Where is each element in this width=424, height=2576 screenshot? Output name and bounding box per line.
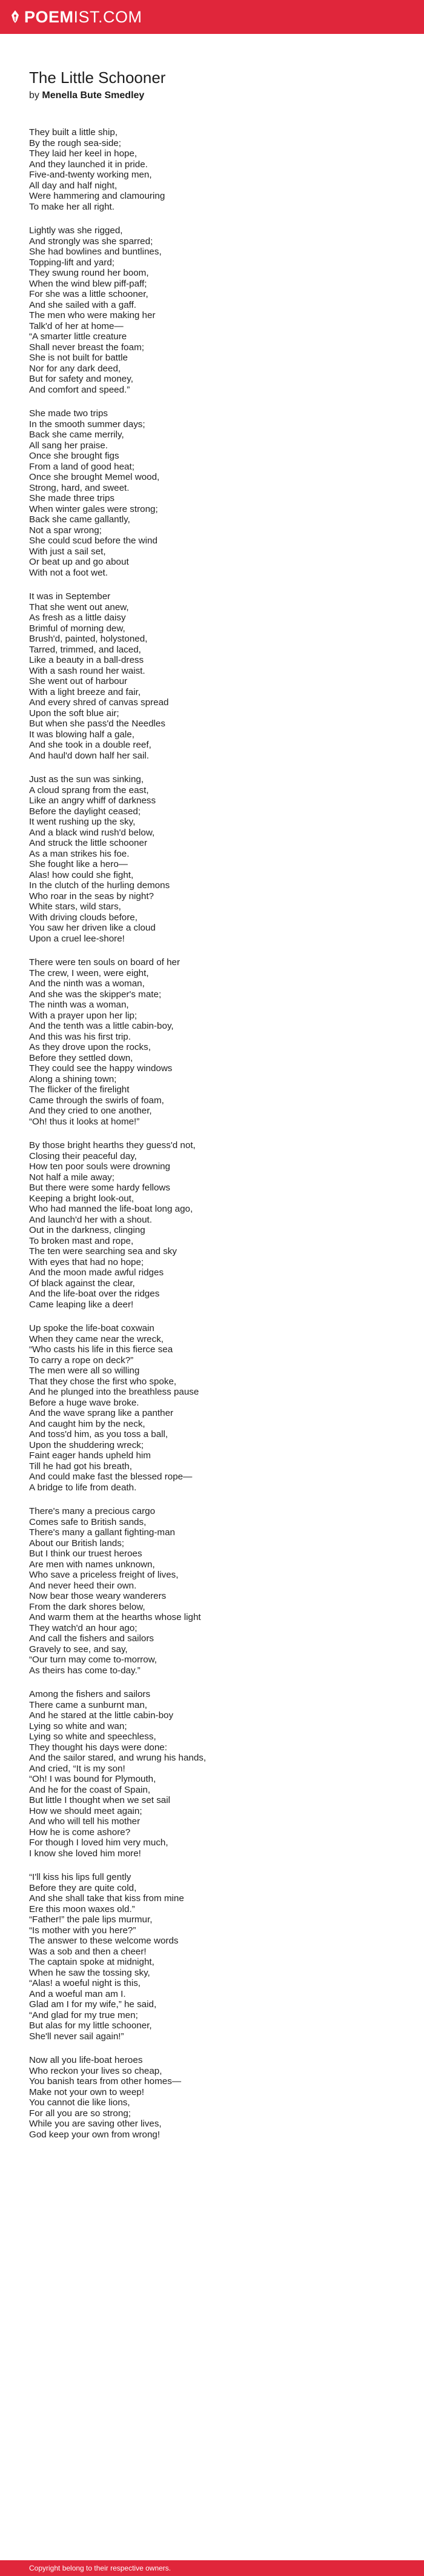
poem-line: And launch'd her with a shout. bbox=[29, 1214, 152, 1225]
poem-line: Talk'd of her at home— bbox=[29, 320, 124, 331]
poem-line: Alas! how could she fight, bbox=[29, 869, 134, 880]
poem-line: But alas for my little schooner, bbox=[29, 2020, 152, 2031]
poem-line: And every shred of canvas spread bbox=[29, 697, 169, 708]
poem-stanza bbox=[29, 774, 393, 944]
poem-line: In the clutch of the hurling demons bbox=[29, 880, 170, 891]
poem-line: And strongly was she sparred; bbox=[29, 236, 153, 247]
poem-line: To broken mast and rope, bbox=[29, 1235, 134, 1246]
poem-line: While you are saving other lives, bbox=[29, 2119, 162, 2129]
poem-line: With eyes that had no hope; bbox=[29, 1256, 144, 1267]
poem-line: The captain spoke at midnight, bbox=[29, 1957, 154, 1967]
poem-line: And toss'd him, as you toss a ball, bbox=[29, 1429, 168, 1439]
poem-line: “And glad for my true men; bbox=[29, 2010, 138, 2020]
poem-line: As they drove upon the rocks, bbox=[29, 1042, 151, 1052]
poem-line: Till he had got his breath, bbox=[29, 1461, 132, 1472]
poem-line: Of black against the clear, bbox=[29, 1278, 135, 1289]
poem-line: Faint eager hands upheld him bbox=[29, 1450, 151, 1461]
poem-line: Along a shining town; bbox=[29, 1074, 117, 1084]
poem-line: Strong, hard, and sweet. bbox=[29, 482, 130, 493]
poem-line: How we should meet again; bbox=[29, 1805, 142, 1816]
pen-nib-icon bbox=[11, 10, 19, 24]
poem-line: Came leaping like a deer! bbox=[29, 1299, 134, 1310]
poem-stanza bbox=[29, 1689, 393, 1859]
poem-line: They thought his days were done: bbox=[29, 1742, 167, 1753]
poem-line: Came through the swirls of foam, bbox=[29, 1095, 164, 1106]
poem-line: When winter gales were strong; bbox=[29, 503, 158, 514]
poem-line: The crew, I ween, were eight, bbox=[29, 968, 149, 978]
poem-line: About our British lands; bbox=[29, 1538, 125, 1549]
poem-line: And comfort and speed.” bbox=[29, 384, 130, 395]
poem-line: It was in September bbox=[29, 591, 111, 602]
poem-line: When he saw the tossing sky, bbox=[29, 1967, 150, 1978]
poem-line: Not half a mile away; bbox=[29, 1172, 114, 1183]
poem-line: They watch'd an hour ago; bbox=[29, 1622, 137, 1633]
poem-line: Or beat up and go about bbox=[29, 557, 129, 567]
poem-line: Comes safe to British sands, bbox=[29, 1516, 147, 1527]
poem-line: Who had manned the life-boat long ago, bbox=[29, 1204, 193, 1214]
poem-line: Just as the sun was sinking, bbox=[29, 774, 144, 785]
author-link[interactable]: Menella Bute Smedley bbox=[42, 90, 145, 101]
poem-line: Back she came gallantly, bbox=[29, 514, 130, 525]
poem-line: “Who casts his life in this fierce sea bbox=[29, 1344, 173, 1355]
poem-line: And she sailed with a gaff. bbox=[29, 299, 137, 310]
poem-line: For though I loved him very much, bbox=[29, 1837, 168, 1848]
poem-line: And the moon made awful ridges bbox=[29, 1267, 164, 1278]
poem-line: But when she pass'd the Needles bbox=[29, 719, 165, 729]
poem-line: Once she brought figs bbox=[29, 451, 119, 461]
poem-line: And call the fishers and sailors bbox=[29, 1633, 154, 1644]
poem-line: And she was the skipper's mate; bbox=[29, 989, 162, 1000]
poem-line: Upon the soft blue air; bbox=[29, 708, 119, 719]
poem-line: With a sash round her waist. bbox=[29, 665, 145, 676]
poem-line: Topping-lift and yard; bbox=[29, 257, 114, 268]
site-footer bbox=[0, 2560, 424, 2576]
poem-line: Nor for any dark deed, bbox=[29, 363, 121, 374]
poem-line: With driving clouds before, bbox=[29, 912, 137, 923]
poem-line: Before they settled down, bbox=[29, 1052, 133, 1063]
poem-line: There's many a precious cargo bbox=[29, 1506, 156, 1516]
poem-line: Before they are quite cold, bbox=[29, 1882, 137, 1893]
poem-line: It was blowing half a gale, bbox=[29, 729, 134, 740]
poem-line: Are men with names unknown, bbox=[29, 1559, 155, 1570]
poem-line: From the dark shores below, bbox=[29, 1601, 145, 1612]
poem-line: She fought like a hero— bbox=[29, 859, 128, 869]
poem-line: Back she came merrily, bbox=[29, 430, 124, 440]
poem-line: As theirs has come to-day.” bbox=[29, 1665, 141, 1676]
poem-line: Brush'd, painted, holystoned, bbox=[29, 634, 148, 644]
poem-line: Like a beauty in a ball-dress bbox=[29, 655, 144, 665]
poem-line: The ninth was a woman, bbox=[29, 1000, 129, 1010]
poem-body bbox=[29, 127, 393, 2140]
poem-line: They built a little ship, bbox=[29, 127, 118, 138]
poem-line: How he is come ashore? bbox=[29, 1827, 131, 1837]
poem-line: She had bowlines and buntlines, bbox=[29, 247, 162, 257]
poem-line: And cried, “It is my son! bbox=[29, 1763, 125, 1774]
poem-line: You saw her driven like a cloud bbox=[29, 923, 156, 933]
poem-stanza bbox=[29, 1872, 393, 2042]
poem-line: Was a sob and then a cheer! bbox=[29, 1946, 147, 1957]
poem-line: And who will tell his mother bbox=[29, 1816, 141, 1827]
poem-line: From a land of good heat; bbox=[29, 461, 134, 472]
poem-line: And the sailor stared, and wrung his hands, bbox=[29, 1753, 207, 1763]
poem-line: And struck the little schooner bbox=[29, 838, 148, 848]
poem-line: In the smooth summer days; bbox=[29, 419, 145, 430]
poem-line: And never heed their own. bbox=[29, 1580, 137, 1591]
poem-line: Upon a cruel lee-shore! bbox=[29, 933, 125, 944]
poem-line: And haul'd down half her sail. bbox=[29, 750, 149, 761]
poem-line: The answer to these welcome words bbox=[29, 1936, 179, 1946]
site-name: POEMIST.COM bbox=[24, 7, 142, 26]
poem-line: “A smarter little creature bbox=[29, 331, 127, 342]
site-header bbox=[0, 0, 424, 34]
poem-line: And warm them at the hearths whose light bbox=[29, 1612, 201, 1622]
poem-line: She could scud before the wind bbox=[29, 536, 157, 546]
poem-content bbox=[29, 68, 393, 2153]
poem-line: But little I thought when we set sail bbox=[29, 1795, 171, 1805]
poem-line: The men who were making her bbox=[29, 310, 156, 320]
poem-stanza bbox=[29, 1323, 393, 1493]
poem-line: You banish tears from other homes— bbox=[29, 2076, 182, 2086]
poem-stanza bbox=[29, 591, 393, 761]
poem-line: Who save a priceless freight of lives, bbox=[29, 1570, 179, 1580]
poem-line: Out in the darkness, clinging bbox=[29, 1225, 145, 1235]
poem-line: And the ninth was a woman, bbox=[29, 978, 145, 989]
poem-line: Five-and-twenty working men, bbox=[29, 170, 152, 180]
poem-line: For all you are so strong; bbox=[29, 2108, 131, 2119]
poem-line: But for safety and money, bbox=[29, 374, 133, 384]
poem-line: That she went out anew, bbox=[29, 602, 129, 612]
poem-line: Before the daylight ceased; bbox=[29, 806, 141, 817]
poem-line: And could make fast the blessed rope— bbox=[29, 1472, 193, 1482]
poem-line: And caught him by the neck, bbox=[29, 1418, 145, 1429]
poem-line: When they came near the wreck, bbox=[29, 1333, 164, 1344]
poem-line: When the wind blew piff-paff; bbox=[29, 278, 147, 289]
poem-stanza bbox=[29, 1506, 393, 1676]
poem-line: They swung round her boom, bbox=[29, 268, 149, 278]
poem-line: You cannot die like lions, bbox=[29, 2097, 130, 2108]
poem-line: Upon the shuddering wreck; bbox=[29, 1439, 144, 1450]
poem-line: They laid her keel in hope, bbox=[29, 148, 137, 159]
poem-line: How ten poor souls were drowning bbox=[29, 1161, 170, 1172]
poem-line: Tarred, trimmed, and laced, bbox=[29, 644, 141, 655]
poem-line: I know she loved him more! bbox=[29, 1848, 141, 1859]
poem-line: The ten were searching sea and sky bbox=[29, 1246, 177, 1256]
poem-line: With a prayer upon her lip; bbox=[29, 1010, 137, 1021]
poem-line: And a woeful man am I. bbox=[29, 1988, 126, 1999]
poem-line: God keep your own from wrong! bbox=[29, 2129, 161, 2140]
poem-line: And they cried to one another, bbox=[29, 1106, 152, 1116]
poem-line: As a man strikes his foe. bbox=[29, 848, 130, 859]
poem-line: Lightly was she rigged, bbox=[29, 225, 123, 236]
poem-line: It went rushing up the sky, bbox=[29, 817, 136, 827]
poem-line: A bridge to life from death. bbox=[29, 1482, 137, 1493]
poem-line: “Oh! thus it looks at home!” bbox=[29, 1116, 140, 1127]
poem-line: And he stared at the little cabin-boy bbox=[29, 1710, 174, 1721]
poem-line: She made two trips bbox=[29, 408, 108, 419]
poem-line: Like an angry whiff of darkness bbox=[29, 795, 156, 806]
poem-line: And the wave sprang like a panther bbox=[29, 1408, 174, 1418]
poem-line: With just a sail set, bbox=[29, 546, 106, 557]
poem-line: The men were all so willing bbox=[29, 1366, 140, 1376]
poem-line: “I'll kiss his lips full gently bbox=[29, 1872, 131, 1882]
poem-line: There were ten souls on board of her bbox=[29, 957, 181, 968]
poem-line: She is not built for battle bbox=[29, 353, 128, 363]
poem-stanza bbox=[29, 225, 393, 395]
poem-line: And a black wind rush'd below, bbox=[29, 827, 155, 838]
poem-stanza bbox=[29, 127, 393, 212]
poem-line: “Our turn may come to-morrow, bbox=[29, 1655, 157, 1665]
poem-line: All sang her praise. bbox=[29, 440, 108, 451]
poem-line: There's many a gallant fighting-man bbox=[29, 1527, 175, 1538]
footer-copyright: Copyright belong to their respective owners. bbox=[29, 2564, 171, 2572]
poem-line: Were hammering and clamouring bbox=[29, 191, 165, 201]
poem-line: By the rough sea-side; bbox=[29, 138, 121, 148]
poem-line: By those bright hearths they guess'd not, bbox=[29, 1140, 196, 1150]
poem-line: All day and half night, bbox=[29, 180, 118, 191]
byline-prefix: by bbox=[29, 90, 39, 101]
poem-stanza bbox=[29, 1140, 393, 1310]
poem-line: Shall never breast the foam; bbox=[29, 342, 144, 353]
poem-line: And she shall take that kiss from mine bbox=[29, 1893, 184, 1904]
poem-line: The flicker of the firelight bbox=[29, 1084, 130, 1095]
poem-line: Now bear those weary wanderers bbox=[29, 1591, 167, 1601]
poem-line: As fresh as a little daisy bbox=[29, 612, 126, 623]
poem-line: “Alas! a woeful night is this, bbox=[29, 1978, 141, 1988]
poem-line: But I think our truest heroes bbox=[29, 1549, 142, 1559]
poem-stanza bbox=[29, 408, 393, 578]
poem-line: Glad am I for my wife,” he said, bbox=[29, 1999, 157, 2010]
poem-line: “Is mother with you here?” bbox=[29, 1925, 136, 1936]
poem-line: She made three trips bbox=[29, 493, 114, 503]
poem-line: Closing their peaceful day, bbox=[29, 1150, 137, 1161]
poem-line: She'll never sail again!” bbox=[29, 2031, 124, 2042]
site-logo-link[interactable] bbox=[11, 8, 142, 27]
poem-line: Keeping a bright look-out, bbox=[29, 1193, 134, 1204]
poem-line: And they launched it in pride. bbox=[29, 159, 148, 170]
poem-line: But there were some hardy fellows bbox=[29, 1183, 170, 1193]
poem-line: A cloud sprang from the east, bbox=[29, 785, 149, 795]
poem-line: For she was a little schooner, bbox=[29, 289, 148, 299]
poem-line: She went out of harbour bbox=[29, 676, 128, 686]
poem-line: Among the fishers and sailors bbox=[29, 1689, 151, 1699]
poem-title: The Little Schooner bbox=[29, 68, 166, 87]
poem-line: Up spoke the life-boat coxwain bbox=[29, 1323, 154, 1333]
poem-line: Lying so white and wan; bbox=[29, 1721, 127, 1731]
poem-line: And he for the coast of Spain, bbox=[29, 1784, 151, 1795]
poem-line: And he plunged into the breathless pause bbox=[29, 1387, 199, 1397]
poem-line: To carry a rope on deck?” bbox=[29, 1355, 134, 1366]
byline bbox=[29, 90, 393, 102]
poem-line: Now all you life-boat heroes bbox=[29, 2055, 143, 2065]
poem-line: “Father!” the pale lips murmur, bbox=[29, 1914, 153, 1925]
poem-line: “Oh! I was bound for Plymouth, bbox=[29, 1774, 156, 1784]
poem-line: Who reckon your lives so cheap, bbox=[29, 2065, 162, 2076]
poem-line: Lying so white and speechless, bbox=[29, 1731, 156, 1742]
poem-line: Not a spar wrong; bbox=[29, 525, 102, 536]
poem-line: Before a huge wave broke. bbox=[29, 1397, 139, 1408]
poem-line: Once she brought Memel wood, bbox=[29, 472, 160, 482]
poem-stanza bbox=[29, 957, 393, 1127]
poem-line: To make her all right. bbox=[29, 201, 114, 212]
poem-line: Gravely to see, and say, bbox=[29, 1644, 128, 1655]
poem-line: And this was his first trip. bbox=[29, 1031, 131, 1042]
poem-line: Who roar in the seas by night? bbox=[29, 891, 154, 901]
poem-line: Ere this moon waxes old.” bbox=[29, 1904, 135, 1914]
poem-line: And the life-boat over the ridges bbox=[29, 1289, 160, 1299]
poem-line: Make not your own to weep! bbox=[29, 2086, 144, 2097]
poem-line: And she took in a double reef, bbox=[29, 740, 151, 750]
poem-line: Brimful of morning dew, bbox=[29, 623, 125, 634]
poem-line: White stars, wild stars, bbox=[29, 901, 121, 912]
poem-line: That they chose the first who spoke, bbox=[29, 1376, 177, 1387]
poem-line: They could see the happy windows bbox=[29, 1063, 173, 1074]
poem-stanza bbox=[29, 2055, 393, 2140]
poem-line: With a light breeze and fair, bbox=[29, 686, 141, 697]
poem-line: There came a sunburnt man, bbox=[29, 1699, 148, 1710]
poem-line: And the tenth was a little cabin-boy, bbox=[29, 1021, 174, 1031]
poem-line: With not a foot wet. bbox=[29, 567, 108, 578]
